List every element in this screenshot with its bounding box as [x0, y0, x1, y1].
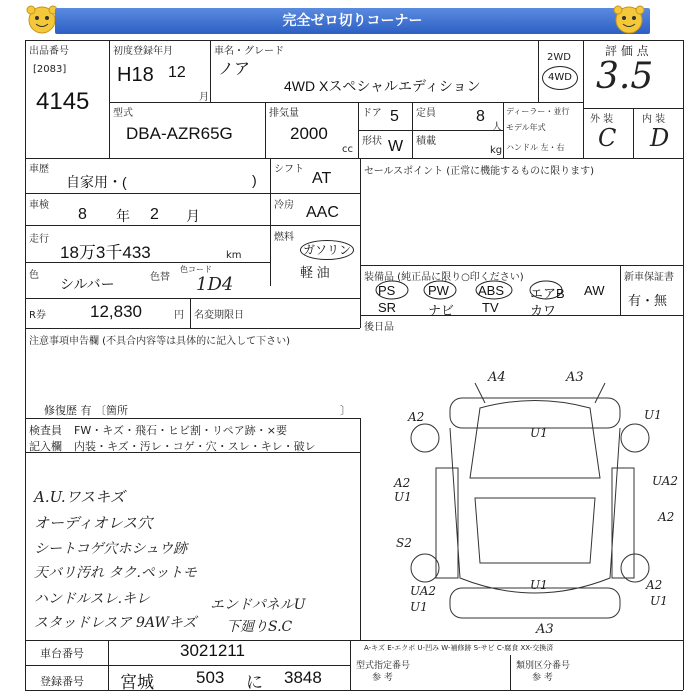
grid: [360, 265, 683, 266]
grid: [25, 158, 683, 159]
equip-navi: ナビ: [428, 303, 455, 318]
plate-region: 宮城: [120, 673, 154, 692]
equip-pw: PW: [428, 283, 449, 298]
equipment-circles: [370, 278, 580, 300]
score-label: 評 価 点: [605, 44, 649, 58]
score-value: 3.5: [596, 56, 654, 97]
mark-u1-rl: U1: [410, 600, 428, 614]
interior-value: D: [650, 124, 670, 152]
mileage-value: 18万3千433: [60, 243, 151, 262]
inspection-label: 車検: [29, 200, 49, 211]
plate-class: 503: [196, 668, 225, 687]
banner: 完全ゼロ切りコーナー: [55, 8, 650, 34]
color-label: 色: [29, 270, 39, 281]
grid: [25, 298, 360, 299]
grid: [360, 418, 361, 640]
grid: [683, 40, 684, 690]
equip-ps: PS: [378, 283, 396, 298]
history-label: 車歴: [29, 164, 49, 175]
lot-sub: [2083]: [33, 64, 67, 75]
recycle-value: 12,830: [90, 302, 142, 321]
warranty-value: 有・無: [628, 293, 668, 308]
mark-a2-rr: A2: [646, 578, 663, 592]
disp-label: 排気量: [269, 108, 299, 119]
mark-a4: A4: [488, 370, 506, 385]
color-change-label: 色替: [150, 272, 170, 283]
shift-label: シフト: [274, 164, 304, 175]
load-unit: kg: [490, 145, 503, 156]
class-ref: 参 考: [532, 673, 553, 683]
fuel-label: 燃料: [274, 232, 294, 243]
mark-s2: S2: [396, 536, 412, 550]
disp-value: 2000: [290, 124, 328, 143]
grid: [270, 158, 271, 286]
chassis-label: 車台番号: [40, 647, 84, 660]
mark-a2-left: A2: [394, 476, 411, 490]
drive-value: 4WD: [542, 66, 578, 90]
color-value: シルバー: [60, 276, 115, 292]
equip-sr: SR: [378, 300, 397, 315]
doors-label: ドア: [362, 108, 382, 119]
mascot-right-icon: [612, 4, 646, 36]
grid: [358, 130, 503, 131]
grid: [25, 328, 360, 329]
grid: [265, 102, 266, 158]
car-grade: 4WD Xスペシャルエディション: [284, 78, 481, 94]
car-label: 車名・グレード: [214, 46, 284, 57]
equip-aw: AW: [584, 283, 605, 298]
capacity-label: 定員: [416, 108, 436, 119]
disp-unit: cc: [342, 144, 353, 155]
plate-kana: に: [246, 673, 263, 692]
grid: [25, 40, 26, 690]
fuel-diesel: 軽 油: [300, 265, 330, 280]
inspection-year-unit: 年: [116, 208, 130, 224]
hand-note-2: オーディオレス穴: [34, 514, 153, 532]
extra-note-1: エンドパネルU: [210, 597, 306, 613]
sales-point-label: セールスポイント (正常に機能するものに限ります): [364, 166, 595, 177]
class-label: 類別区分番号: [516, 661, 571, 671]
inspector-row1: FW・キズ・飛石・ヒビ割・リペア跡・×要: [74, 424, 287, 437]
grid: [510, 655, 511, 690]
recycle-label: R券: [29, 310, 46, 321]
model-label: 型式: [113, 108, 133, 119]
dealer-label: ディーラー・並行: [506, 107, 570, 116]
mark-u1-fr: U1: [644, 408, 662, 422]
approval-ref: 参 考: [372, 673, 393, 683]
grid: [108, 640, 109, 690]
mark-a2-right: A2: [658, 510, 675, 524]
color-code: 1D4: [196, 274, 234, 295]
first-reg-month: 12: [168, 64, 186, 81]
mark-ua2-right: UA2: [652, 474, 679, 488]
grid: [360, 158, 361, 328]
hand-note-4: 天バリ汚れ タク.ペットモ: [34, 565, 197, 581]
first-reg-era: H18: [117, 64, 154, 86]
grid: [360, 315, 683, 316]
model-year-label: モデル年式: [506, 123, 546, 132]
grid: [350, 640, 351, 690]
grid: [190, 298, 191, 328]
extra-note-2: 下廻りS.C: [226, 619, 293, 635]
grid: [583, 40, 584, 158]
equipment-label: 装備品 (純正品に限り○印ください): [364, 272, 524, 283]
handle-label: ハンドル 左・右: [506, 143, 565, 152]
color-code-label: 色コード: [180, 265, 212, 274]
mark-a3-rear: A3: [536, 622, 554, 637]
inspector-label2: 記入欄: [29, 440, 62, 453]
hand-note-1: A.U.ワスキズ: [34, 488, 125, 506]
approval-label: 型式指定番号: [356, 661, 411, 671]
inspector-label: 検査員: [29, 424, 62, 437]
grid: [538, 40, 539, 102]
history-value: 自家用・(: [66, 174, 127, 190]
mark-a2-fl: A2: [408, 410, 425, 424]
cooler-label: 冷房: [274, 200, 294, 211]
mark-ua2-rl: UA2: [410, 584, 437, 598]
hand-note-6: スタッドレスア 9AWキズ: [34, 615, 197, 631]
model-value: DBA-AZR65G: [126, 124, 233, 143]
capacity-value: 8: [476, 108, 485, 125]
hand-note-5: ハンドルスレ.キレ: [34, 591, 150, 607]
history-close: ): [252, 172, 257, 188]
warranty-label: 新車保証書: [624, 272, 674, 283]
mileage-label: 走行: [29, 234, 49, 245]
mascot-left-icon: [25, 4, 59, 36]
grid: [109, 102, 583, 103]
inspection-month: 2: [150, 206, 159, 223]
mark-u1-rear: U1: [530, 578, 548, 592]
grid: [633, 108, 634, 158]
chassis-value: 3021211: [180, 641, 245, 660]
equip-leather: カワ: [530, 303, 557, 318]
exterior-value: C: [598, 124, 617, 152]
notes-label: 注意事項申告欄 (不具合内容等は具体的に記入して下さい): [29, 336, 290, 347]
capacity-unit: 人: [492, 122, 502, 133]
mark-u1-hood: U1: [530, 426, 548, 440]
grid: [25, 640, 683, 641]
grid: [25, 418, 360, 419]
inspection-month-unit: 月: [186, 208, 200, 224]
inspector-row2: 内装・キズ・汚レ・コゲ・穴・スレ・キレ・破レ: [74, 440, 316, 453]
grid: [25, 40, 683, 41]
grid: [25, 193, 360, 194]
equip-airbag: エアB: [530, 286, 565, 301]
shape-value: W: [388, 138, 404, 155]
grid: [620, 265, 621, 315]
repair-close: 〕: [340, 404, 351, 417]
lot-label: 出品番号: [29, 46, 69, 57]
grid: [25, 665, 350, 666]
first-reg-unit: 月: [199, 92, 209, 103]
repair-label: 修復歴 有 〔箇所: [44, 404, 128, 417]
mark-a3-top: A3: [566, 370, 584, 385]
title-label: 名変期限日: [194, 310, 244, 321]
grid: [210, 40, 211, 102]
drive-label: 2WD: [547, 52, 571, 63]
equip-tv: TV: [482, 300, 499, 315]
first-reg-label: 初度登録年月: [113, 46, 173, 57]
fuel-gas: ガソリン: [300, 240, 354, 260]
car-name: ノア: [218, 61, 251, 78]
exterior-label: 外 装: [590, 114, 614, 125]
mark-u1-rr: U1: [650, 594, 668, 608]
plate-number: 3848: [284, 668, 322, 687]
hand-note-3: シートコゲ穴ホシュウ跡: [34, 541, 188, 557]
grid: [109, 40, 110, 158]
damage-legend: A-キズ E-エクボ U-凹み W-補修跡 S-サビ C-腐食 XX-交換済: [364, 644, 554, 652]
shift-value: AT: [312, 170, 332, 187]
lot-number: 4145: [36, 88, 90, 115]
equip-abs: ABS: [478, 283, 505, 298]
grid: [503, 102, 504, 158]
interior-label: 内 装: [642, 114, 666, 125]
recycle-unit: 円: [174, 310, 184, 321]
load-label: 積載: [416, 136, 436, 147]
plate-label: 登録番号: [40, 675, 84, 688]
rear-seat-label: 後日品: [364, 322, 394, 333]
shape-label: 形状: [362, 136, 382, 147]
doors-value: 5: [390, 108, 399, 125]
mark-u1-left: U1: [394, 490, 412, 504]
mileage-unit: km: [226, 250, 242, 261]
cooler-value: AAC: [306, 204, 339, 221]
inspection-year: 8: [78, 206, 87, 223]
